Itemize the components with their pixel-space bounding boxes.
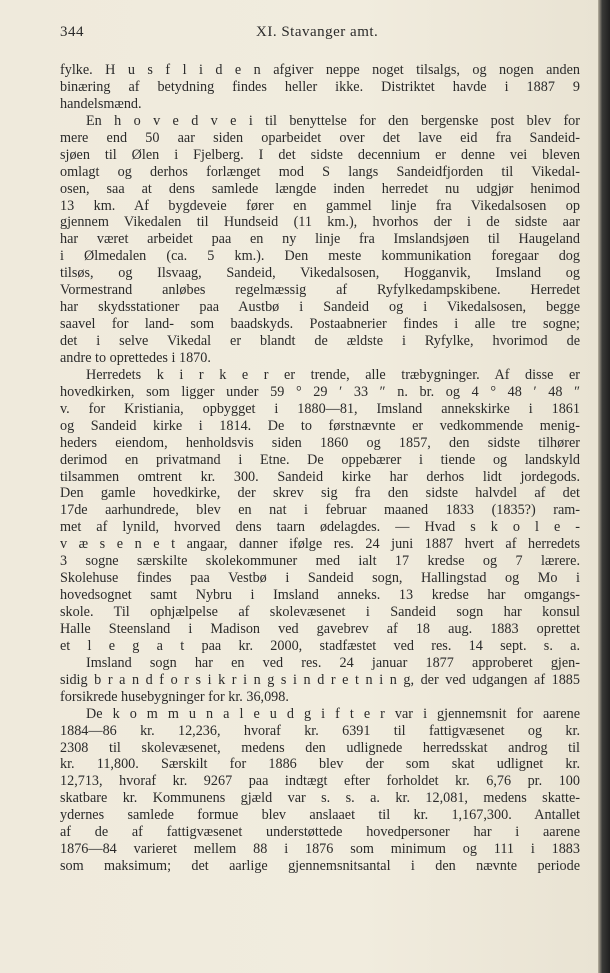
text-line: Skolehuse findes paa Vestbø i Sandeid sogn, Hallingstad og Mo i — [60, 570, 580, 587]
text-line: En h o v e d v e i til benyttelse for den bergenske post blev for — [86, 112, 580, 129]
page-edge — [598, 0, 610, 973]
text-line: gjennem Vikedalen til Hundseid (11 km.), hvorhos der i de sidste aar — [60, 214, 580, 231]
text-line: som maksimum; det aarlige gjennemsnitsantal i den nævnte periode — [60, 858, 580, 875]
text-line: skatbare kr. Kommunens gjæld var s. s. a. kr. 12,081, medens skatte- — [60, 790, 580, 807]
text-line: 12,713, hvoraf kr. 9267 paa indtægt efter forholdet kr. 6,76 pr. 100 — [60, 773, 580, 790]
text-line: af de af fattigvæsenet understøttede hovedpersoner har i aarene — [60, 824, 580, 841]
page-number: 344 — [60, 24, 84, 40]
text-line: De k o m m u n a l e u d g i f t e r var i gjennemsnit for aarene — [86, 705, 580, 722]
text-line: hovedsognet samt Nybru i Imsland anneks. 13 kredse har omgangs- — [60, 587, 580, 604]
text-line: skole. Til ophjælpelse af skolevæsenet i Sandeid sogn har konsul — [60, 604, 580, 620]
text-line: andre to oprettedes i 1870. — [60, 349, 211, 366]
text-line: 17de aarhundrede, blev en nat i februar maaned 1833 (1835?) ram- — [60, 502, 580, 519]
text-line: i Ølmedalen (ca. 5 km.). Den meste kommunikation foregaar dog — [60, 248, 580, 265]
text-line: mere end 50 aar siden oparbeidet over det lave eid fra Sandeid- — [60, 129, 580, 146]
running-title: XI. Stavanger amt. — [256, 24, 379, 40]
text-line: det i selve Vikedal er blandt de ældste i Ryfylke, hvorimod de — [60, 333, 580, 349]
text-line: v. for Kristiania, opbygget i 1880—81, Imsland annekskirke i 1861 — [60, 400, 580, 417]
text-line: derimod en privatmand i Etne. De oppebærer i tiende og landskyld — [60, 451, 580, 468]
body-text — [60, 62, 580, 875]
text-line: 1876—84 varieret mellem 88 i 1876 som minimum og 111 i 1883 — [60, 841, 580, 858]
text-line: tilsøs, og Ilsvaag, Sandeid, Vikedalsosen, Hogganvik, Imsland og — [60, 265, 580, 282]
text-line: forsikrede husebygninger for kr. 36,098. — [60, 688, 289, 705]
text-line: saavel for land- som baadskyds. Postaabnerier findes i alle tre sogne; — [60, 316, 580, 333]
text-line: sjøen til Ølen i Fjelberg. I det sidste decennium er denne vei bleven — [60, 146, 580, 163]
text-line: Imsland sogn har en ved res. 24 januar 1877 approberet gjen- — [86, 654, 580, 671]
text-line: binæring af betydning findes heller ikke. Distriktet havde i 1887 9 — [60, 78, 580, 95]
page-header — [60, 24, 580, 44]
text-line: osen, saa at dens samlede længde inden herredet nu udgjør henimod — [60, 180, 580, 197]
text-line: har været arbeidet paa en ny linje fra Imslandsjøen til Haugeland — [60, 231, 580, 248]
text-line: fylke. H u s f l i d e n afgiver neppe noget tilsalgs, og nogen anden — [60, 62, 580, 78]
text-line: kr. 11,800. Særskilt for 1886 blev der som skat udlignet kr. — [60, 756, 580, 773]
text-line: Herredets k i r k e r er trende, alle træbygninger. Af disse er — [86, 366, 580, 383]
text-line: hovedkirken, som ligger under 59 ° 29 ′ 33 ″ n. br. og 4 ° 48 ′ 48 ″ — [60, 383, 580, 400]
text-line: v æ s e n e t angaar, danner ifølge res. 24 juni 1887 hvert af herredets — [60, 536, 580, 553]
text-line: heders eiendom, henholdsvis siden 1860 og 1857, den sidste tilhører — [60, 434, 580, 451]
text-line: 2308 til skolevæsenet, medens den udlignede herredsskat androg til — [60, 739, 580, 756]
text-line: har skydsstationer paa Austbø i Sandeid og i Vikedalsosen, begge — [60, 299, 580, 316]
text-line: 13 km. Af bygdeveie fører en gammel linje fra Vikedalsosen op — [60, 197, 580, 214]
text-line: ydernes samlede formue blev anslaaet til kr. 1,167,300. Antallet — [60, 807, 580, 824]
text-line: handelsmænd. — [60, 95, 142, 112]
text-line: Den gamle hovedkirke, der skrev sig fra den sidste halvdel af det — [60, 485, 580, 502]
text-line: 1884—86 kr. 12,236, hvoraf kr. 6391 til fattigvæsenet og kr. — [60, 722, 580, 739]
text-line: Vormestrand anløbes regelmæssig af Ryfylkedampskibene. Herredet — [60, 282, 580, 299]
text-line: et l e g a t paa kr. 2000, stadfæstet ved res. 14 sept. s. a. — [60, 637, 580, 654]
text-line: omlagt og derhos forlænget mod S langs Sandeidfjorden til Vikedal- — [60, 163, 580, 180]
text-line: sidig b r a n d f o r s i k r i n g s i n d r e t n i n g, der ved udgangen af 1885 — [60, 671, 580, 688]
text-line: tilsammen omtrent kr. 300. Sandeid kirke har derhos lidt jordegods. — [60, 468, 580, 485]
text-line: met af lynild, hvorved dens taarn ødelagdes. — Hvad s k o l e - — [60, 519, 580, 536]
text-line: Halle Steensland i Madison ved gavebrev af 18 aug. 1883 oprettet — [60, 620, 580, 637]
text-line: og Sandeid kirke i 1814. De to førstnævnte er vedkommende menig- — [60, 417, 580, 434]
text-line: 3 sogne særskilte skolekommuner med ialt 17 kredse og 7 lærere. — [60, 553, 580, 570]
